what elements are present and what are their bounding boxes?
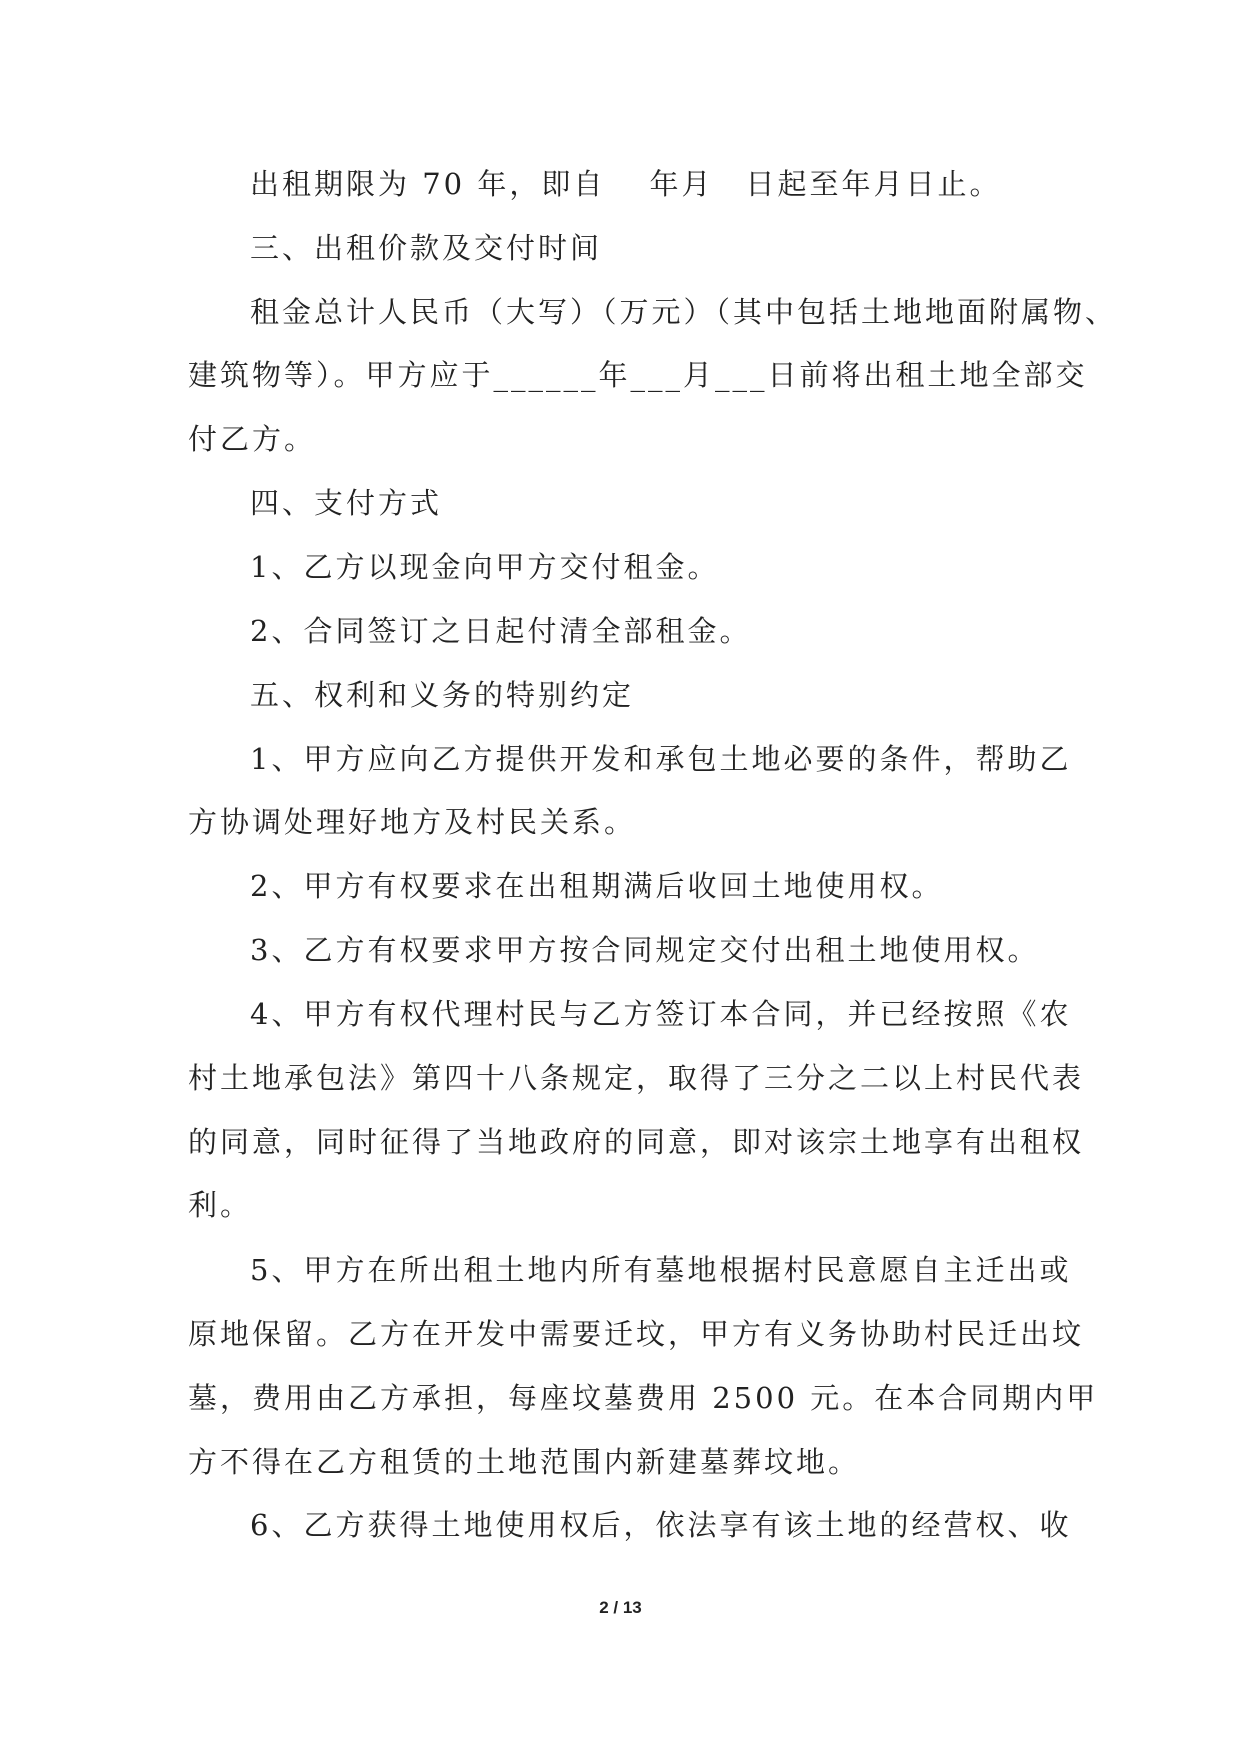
paragraph-line: 利。 bbox=[188, 1188, 253, 1222]
paragraph-line: 的同意，同时征得了当地政府的同意，即对该宗土地享有出租权 bbox=[188, 1125, 1085, 1159]
paragraph-line: 1、乙方以现金向甲方交付租金。 bbox=[250, 550, 720, 584]
section-heading: 三、出租价款及交付时间 bbox=[250, 231, 603, 265]
paragraph-line: 墓，费用由乙方承担，每座坟墓费用 2500 元。在本合同期内甲 bbox=[188, 1381, 1099, 1415]
paragraph-line: 方不得在乙方租赁的土地范围内新建墓葬坟地。 bbox=[188, 1445, 861, 1479]
paragraph-line: 出租期限为 70 年，即自 年月 日起至年月日止。 bbox=[250, 167, 1002, 201]
paragraph-line: 租金总计人民币（大写）（万元）（其中包括土地地面附属物、 bbox=[250, 295, 1118, 329]
section-heading: 五、权利和义务的特别约定 bbox=[250, 678, 635, 712]
paragraph-line: 4、甲方有权代理村民与乙方签订本合同，并已经按照《农 bbox=[250, 997, 1072, 1031]
page-number: 2 / 13 bbox=[599, 1598, 642, 1617]
paragraph-line: 5、甲方在所出租土地内所有墓地根据村民意愿自主迁出或 bbox=[250, 1253, 1072, 1287]
paragraph-line: 方协调处理好地方及村民关系。 bbox=[188, 805, 637, 839]
paragraph-line: 原地保留。乙方在开发中需要迁坟，甲方有义务协助村民迁出坟 bbox=[188, 1317, 1085, 1351]
paragraph-line: 3、乙方有权要求甲方按合同规定交付出租土地使用权。 bbox=[250, 933, 1040, 967]
paragraph-line: 建筑物等）。甲方应于______年___月___日前将出租土地全部交 bbox=[188, 358, 1088, 392]
paragraph-line: 1、甲方应向乙方提供开发和承包土地必要的条件，帮助乙 bbox=[250, 742, 1072, 776]
paragraph-line: 6、乙方获得土地使用权后，依法享有该土地的经营权、收 bbox=[250, 1508, 1072, 1542]
paragraph-line: 2、甲方有权要求在出租期满后收回土地使用权。 bbox=[250, 869, 944, 903]
paragraph-line: 2、合同签订之日起付清全部租金。 bbox=[250, 614, 752, 648]
section-heading: 四、支付方式 bbox=[250, 486, 443, 520]
paragraph-line: 村土地承包法》第四十八条规定，取得了三分之二以上村民代表 bbox=[188, 1061, 1085, 1095]
paragraph-line: 付乙方。 bbox=[188, 422, 317, 456]
